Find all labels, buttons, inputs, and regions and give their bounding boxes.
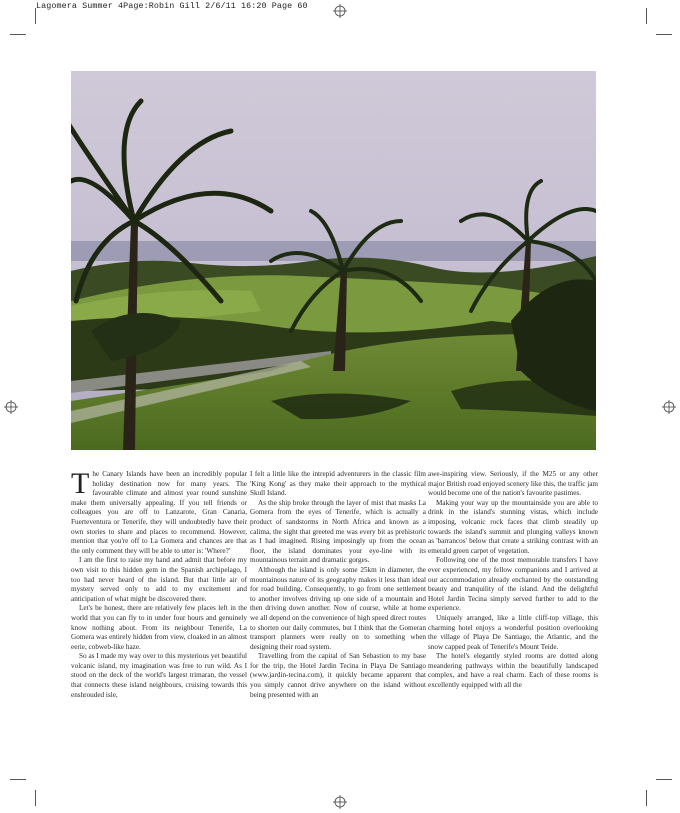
registration-mark-icon xyxy=(662,400,676,414)
article-column-1 xyxy=(71,467,247,700)
article-column-2 xyxy=(250,470,426,700)
article-paragraph: Following one of the most memorable transfers I have ever experienced, my fellow companions and I arrived at our accommodation already enchanted by the outstanding beauty and tranquility of the island. And the delightful Hotel Jardin Tecina simply served further to add to the experience. xyxy=(428,556,598,613)
landscape-photo xyxy=(71,71,596,450)
article-paragraph: So as I made my way over to this mysterious yet beautiful volcanic island, my imagination was free to run wild. As I stood on the deck of the world's largest trimaran, the vessel that connects these island neighbours, cruising towards this enshrouded isle, xyxy=(71,652,247,699)
landscape-photo-icon xyxy=(71,71,596,450)
crop-mark xyxy=(656,779,672,780)
crop-mark xyxy=(646,790,647,806)
article-paragraph: I am the first to raise my hand and admit that before my own visit to this hidden gem in the Spanish archipelago, I too had never heard of the island. But that little air of mystery served only to add to my excitement and anticipation of what might be discovered there. xyxy=(71,556,247,603)
article-paragraph: The Canary Islands have been an incredibly popular holiday destination now for many years. The favourable climate and almost year round sunshine make them universally appealing. If you tell friends or colleagues you are off to Lanzarote, Gran Canaria, Fuerteventura or Tenerife, they will undoubtedly have their own stories to share and places to recommend. However, mention that you're off to La Gomera and chances are that the only comment they will be able to utter is: 'Where?' xyxy=(71,467,247,555)
registration-mark-icon xyxy=(4,400,18,414)
article-paragraph: I felt a little like the intrepid adventurers in the classic film 'King Kong' as they make their approach to the mythical Skull Island. xyxy=(250,470,426,498)
article-paragraph: Although the island is only some 25km in diameter, the mountainous nature of its geography makes it less than ideal for road building. Consequently, to go from one settlement to another involves driving up one side of a mountain and then driving down another. Now of course, while at home we all depend on the convenience of high speed direct routes to shorten our daily commutes, but I think that the Gomeran transport planners were really on to something when designing their road system. xyxy=(250,565,426,651)
crop-mark xyxy=(646,8,647,24)
crop-mark xyxy=(35,790,36,806)
article-paragraph: The hotel's elegantly styled rooms are dotted along meandering pathways within the beautifully landscaped complex, and have a real charm. Each of these rooms is excellently equipped with all the xyxy=(428,652,598,690)
article-column-3 xyxy=(428,470,598,691)
article-paragraph: Uniquely arranged, like a little cliff-top village, this charming hotel enjoys a wonderful position overlooking the village of Playa De Santiago, the Atlantic, and the snow capped peak of Tenerife's Mount Teide. xyxy=(428,613,598,651)
article-paragraph: Let's be honest, there are relatively few places left in the world that you can fly to in under four hours and genuinely know nothing about. From its neighbour Tenerife, La Gomera was entirely hidden from view, cloaked in an almost eerie, cobweb-like haze. xyxy=(71,604,247,651)
registration-mark-icon xyxy=(333,4,347,18)
registration-mark-icon xyxy=(333,795,347,809)
article-paragraph: Making your way up the mountainside you are able to drink in the island's stunning vistas, which include imposing, volcanic rock faces that climb steadily up towards the island's summit and plunging valleys known as 'barrancos' below that create a striking contrast with an emerald green carpet of vegetation. xyxy=(428,498,598,555)
crop-mark xyxy=(35,8,36,24)
crop-mark xyxy=(656,34,672,35)
article-paragraph: Travelling from the capital of San Sebastion to my base for the trip, the Hotel Jardin Tecina in Playa De Santiago (www.jardin-tecina.com), it quickly became apparent that you simply cannot drive anywhere on the island without being presented with an xyxy=(250,652,426,699)
crop-mark xyxy=(10,779,26,780)
drop-cap: T xyxy=(71,467,90,500)
crop-mark xyxy=(10,34,26,35)
article-paragraph: awe-inspiring view. Seriously, if the M25 or any other major British road enjoyed scenery like this, the traffic jam would become one of the nation's favourite pastimes. xyxy=(428,470,598,498)
article-paragraph: As the ship broke through the layer of mist that masks La Gomera from the eyes of Tenerife, which is actually a product of sandstorms in North Africa and known as a calima, the sight that greeted me was every bit as prehistoric as I had imagined. Rising imposingly up from the ocean floor, the island dominates your eye-line with its mountainous terrain and dramatic gorges. xyxy=(250,498,426,565)
print-slug: Lagomera Summer 4Page:Robin Gill 2/6/11 16:20 Page 60 xyxy=(36,1,308,11)
